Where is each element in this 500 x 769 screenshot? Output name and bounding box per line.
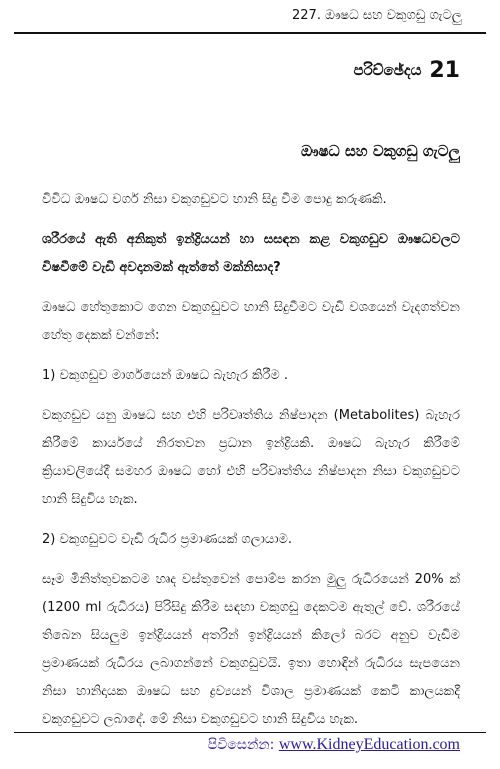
paragraph-question: ශරීරයේ ඇති අනිකුත් ඉන්ද්‍රියයන් හා සසඳන කළ වකුගඩුව ඖෂධවලට විෂවීමේ වැඩි අවදානමක් ඇත්තේ මක්නිසාද? xyxy=(42,232,460,275)
page-header: 227. ඖෂධ සහ වකුගඩු ගැටලු xyxy=(292,8,462,23)
footer-divider xyxy=(14,732,486,733)
paragraph-reason-2-detail: සෑම මිනිත්තුවකටම හෘද වස්තුවෙන් පොම්ප කරන මුලු රුධිරයෙන් 20% ක් (1200 ml රුධිරය) පිරිසිදු කිරීම සඳහා වකුගඩු දෙකටම ඇතුල් වේ. ශරීරයේ තිබෙන සියලුම ඉන්ද්‍රියයන් අතරින් ඉන්ද්‍රියයන් කිලෝ බරට අනුව වැඩිම ප්‍රමාණයක් රුධිරය ලබාගන්නේ වකුගඩුවයි. ඉතා හොඳින් රුධිරය සැපයෙන නිසා හානිදායක ඖෂධ සහ ද්‍රව්‍යයන් විශාල ප්‍රමාණයක් කෙටි කාලයකදී වකුගඩුවට ලබාදේ. මේ නිසා වකුගඩුවට හානි සිදුවිය හැක. xyxy=(42,572,460,727)
page-title: ඖෂධ සහ වකුගඩු ගැටලු xyxy=(300,142,460,160)
chapter-label: පරිච්ඡේදය xyxy=(353,61,422,79)
chapter-heading xyxy=(354,58,460,83)
paragraph-reason-1: 1) වකුගඩුව මාර්ගයෙන් ඖෂධ බැහැර කිරීම . xyxy=(42,368,289,383)
footer-label: පිවිසෙන්න: xyxy=(207,737,275,753)
header-divider xyxy=(14,32,486,34)
paragraph-reason-2: 2) වකුගඩුවට වැඩි රුධිර ප්‍රමාණයක් ගලායාම. xyxy=(42,532,293,547)
paragraph-reason-1-detail: වකුගඩුව යනු ඖෂධ සහ එහි පරිවෘත්තිය නිෂ්පාදන (Metabolites) බැහැර කිරීමේ කාර්යයේ නිරතවන ප්‍රධාන ඉන්ද්‍රියකි. ඖෂධ බැහැර කිරීමේ ක්‍රියාවලියේදී සමහර ඖෂධ හෝ එහි පරිවෘත්තිය නිෂ්පාදන නිසා වකුගඩුවට හානි සිදුවිය හැක. xyxy=(42,408,460,507)
paragraph-reasons: ඖෂධ හේතුකොට ගෙන වකුගඩුවට හානි සිදුවීමට වැඩි වශයෙන් වැදගත්වන හේතු දෙකක් වන්නේ: xyxy=(42,300,460,343)
footer xyxy=(208,736,460,754)
paragraph-intro: විවිධ ඖෂධ වර්ග නිසා වකුගඩුවට හානි සිදු වීම පොදු කරුණකි. xyxy=(42,192,387,207)
website-link[interactable]: www.KidneyEducation.com xyxy=(278,736,460,753)
chapter-number: 21 xyxy=(429,58,460,83)
body-text xyxy=(42,186,460,746)
